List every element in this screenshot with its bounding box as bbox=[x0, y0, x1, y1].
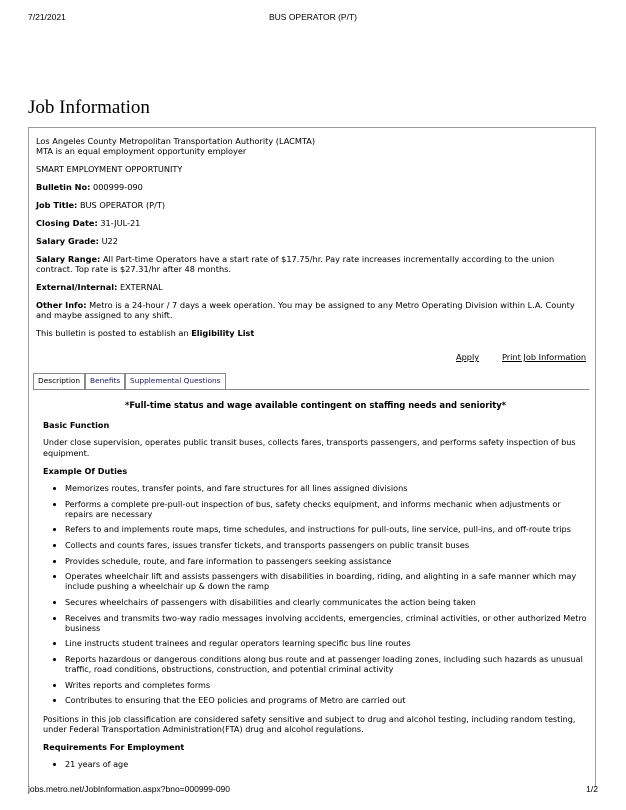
requirements-heading: Requirements For Employment bbox=[43, 741, 185, 752]
print-url: jobs.metro.net/JobInformation.aspx?bno=000999-090 bbox=[28, 784, 231, 794]
other-label: Other Info: bbox=[36, 300, 87, 310]
duties-heading: Example Of Duties bbox=[43, 465, 128, 476]
duty-item: • Receives and transmits two-way radio messages involving accidents, emergencies, criminal activities, or other authorized Metro business bbox=[65, 613, 588, 633]
duty-item: • Contributes to ensuring that the EEO policies and programs of Metro are carried out bbox=[65, 695, 588, 705]
page-title: Job Information bbox=[28, 97, 150, 118]
apply-link[interactable]: Apply bbox=[456, 352, 480, 362]
closing-label: Closing Date: bbox=[36, 218, 98, 228]
page-number: 1/2 bbox=[586, 784, 598, 794]
title-label: Job Title: bbox=[36, 200, 78, 210]
tab-supplemental-questions[interactable]: Supplemental Questions bbox=[125, 373, 226, 389]
eeo-statement: MTA is an equal employment opportunity employer bbox=[36, 146, 247, 156]
duty-item: • Performs a complete pre-pull-out inspection of bus, safety checks equipment, and informs mechanic when adjustments or repairs are necessary bbox=[65, 499, 588, 519]
range-value: All Part-time Operators have a start rate of $17.75/hr. Pay rate increases incrementally according to the union contract. Top rate is $27.31/hr after 48 months. bbox=[36, 254, 555, 274]
duty-item: • Line instructs student trainees and regular operators learning specific bus line routes bbox=[65, 638, 588, 648]
range-row bbox=[36, 254, 584, 274]
print-header bbox=[28, 12, 598, 26]
bulletin-row bbox=[36, 182, 584, 192]
agency-name: Los Angeles County Metropolitan Transportation Authority (LACMTA) bbox=[36, 136, 316, 146]
tab-divider bbox=[33, 389, 589, 390]
requirement-item: • 21 years of age bbox=[65, 759, 588, 769]
grade-label: Salary Grade: bbox=[36, 236, 99, 246]
grade-row bbox=[36, 236, 584, 246]
ext-label: External/Internal: bbox=[36, 282, 118, 292]
bulletin-label: Bulletin No: bbox=[36, 182, 91, 192]
duty-item: • Provides schedule, route, and fare information to passengers seeking assistance bbox=[65, 556, 588, 566]
ext-row bbox=[36, 282, 584, 292]
basic-function-heading: Basic Function bbox=[43, 420, 110, 431]
eligibility-row bbox=[36, 328, 584, 338]
program-name: SMART EMPLOYMENT OPPORTUNITY bbox=[36, 164, 183, 174]
duty-item: • Memorizes routes, transfer points, and fare structures for all lines assigned divisions bbox=[65, 483, 588, 493]
other-row bbox=[36, 300, 584, 320]
range-label: Salary Range: bbox=[36, 254, 101, 264]
title-value: BUS OPERATOR (P/T) bbox=[79, 200, 166, 210]
grade-value: U22 bbox=[101, 236, 118, 246]
description-panel bbox=[43, 396, 588, 769]
duty-item: • Writes reports and completes forms bbox=[65, 680, 588, 690]
basic-function-text: Under close supervision, operates public transit buses, collects fares, transports passengers, and performs safety inspection of bus equipment. bbox=[43, 437, 576, 458]
print-date: 7/21/2021 bbox=[28, 12, 66, 22]
duty-item: • Operates wheelchair lift and assists passengers with disabilities in boarding, riding, and alighting in a safe manner which may include pushing a wheelchair up & down the ramp bbox=[65, 571, 588, 591]
duty-item: • Secures wheelchairs of passengers with disabilities and clearly communicates the action being taken bbox=[65, 597, 588, 607]
job-summary bbox=[36, 136, 584, 338]
requirements-list bbox=[43, 759, 588, 769]
eligibility-value: Eligibility List bbox=[191, 328, 255, 338]
print-footer bbox=[28, 784, 598, 798]
tab-benefits[interactable]: Benefits bbox=[85, 373, 125, 389]
duty-item: • Refers to and implements route maps, time schedules, and instructions for pull-outs, line service, pull-ins, and off-route trips bbox=[65, 524, 588, 534]
bulletin-value: 000999-090 bbox=[93, 182, 143, 192]
tab-description[interactable]: Description bbox=[33, 373, 85, 390]
safety-sensitive-text: Positions in this job classification are considered safety sensitive and subject to drug and alcohol testing, including random testing, under Federal Transportation Administration(FTA) drug and alcohol regulations. bbox=[43, 713, 576, 734]
print-title: BUS OPERATOR (P/T) bbox=[268, 12, 357, 22]
staffing-notice: *Full-time status and wage available contingent on staffing needs and seniority* bbox=[124, 400, 507, 410]
title-row bbox=[36, 200, 584, 210]
closing-row bbox=[36, 218, 584, 228]
print-job-link[interactable]: Print Job Information bbox=[502, 352, 587, 362]
duty-item: • Reports hazardous or dangerous conditions along bus route and at passenger loading zones, including such hazards as unusual traffic, road conditions, obstructions, construction, and potential criminal activity bbox=[65, 654, 588, 674]
duty-item: • Collects and counts fares, issues transfer tickets, and transports passengers on public transit buses bbox=[65, 540, 588, 550]
ext-value: EXTERNAL bbox=[119, 282, 163, 292]
eligibility-prefix: This bulletin is posted to establish an bbox=[36, 328, 189, 338]
other-value: Metro is a 24-hour / 7 days a week operation. You may be assigned to any Metro Operating Division within L.A. County and maybe assigned to any shift. bbox=[36, 300, 575, 320]
duties-list bbox=[43, 483, 588, 706]
closing-value: 31-JUL-21 bbox=[100, 218, 141, 228]
